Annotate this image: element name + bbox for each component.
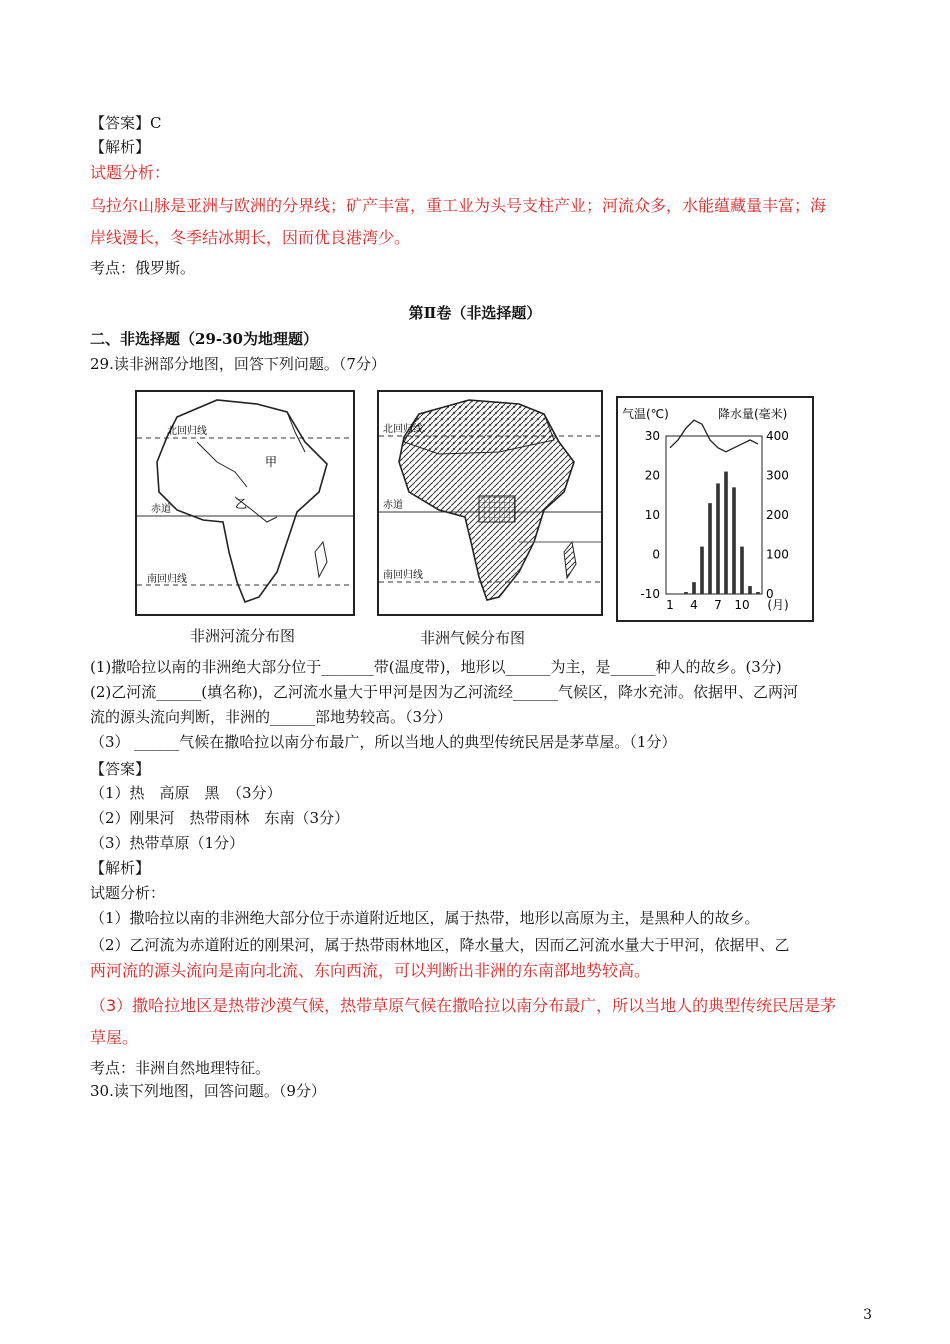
page-number: 3 [863,1307,872,1323]
precip-axis-label: 降水量(毫米) [718,407,788,421]
climate-chart-graphic [618,398,812,620]
q29-analysis-3-line-1: （3）撒哈拉地区是热带沙漠气候，热带草原气候在撒哈拉以南分布最广，所以当地人的典型传统民居是茅 [90,996,837,1015]
label-jia: 甲 [265,455,278,469]
q29-answer-heading: 【答案】 [90,760,151,778]
precip-bar [684,592,688,594]
rainforest-region [479,496,515,522]
analysis-text-line-1: 乌拉尔山脉是亚洲与欧洲的分界线；矿产丰富，重工业为头号支柱产业；河流众多，水能蕴藏量丰富；海 [90,196,827,215]
precip-tick-label: 300 [766,468,789,483]
label-tropic-south: 南回归线 [147,574,187,585]
month-tick-label: 4 [690,598,698,612]
q29-stem: 29.读非洲部分地图，回答下列问题。（7分） [90,355,386,373]
month-tick-label: (月) [767,598,789,612]
label-yi: 乙 [235,497,248,511]
month-tick-label: 10 [734,598,750,612]
q29-analysis-2-line-1: （2）乙河流为赤道附近的刚果河，属于热带雨林地区，降水量大，因而乙河流水量大于甲河，依据甲、乙 [90,936,790,954]
precip-tick-label: 400 [766,429,789,443]
temp-tick-label: -10 [640,587,660,601]
precip-bar [708,503,712,594]
q29-kaodian: 考点：非洲自然地理特征。 [90,1059,271,1077]
q29-sub2-line-1: (2)乙河流______(填名称)，乙河流水量大于甲河是因为乙河流经______气候区，降水充沛。依据甲、乙两河 [90,683,798,701]
section-subtitle: 二、非选择题（29-30为地理题） [90,330,318,348]
precip-tick-label: 200 [766,508,789,522]
river-map-graphic [137,392,353,614]
q30-stem: 30.读下列地图，回答问题。（9分） [90,1082,326,1100]
q29-analysis-2-line-2: 两河流的源头流向是南向北流、东向西流，可以判断出非洲的东南部地势较高。 [90,961,651,980]
analysis-text-line-2: 岸线漫长，冬季结冰期长，因而优良港湾少。 [90,228,411,247]
label-tropic-north: 北回归线 [167,426,207,437]
q29-answer-3: （3）热带草原（1分） [90,834,245,852]
plot-area [666,436,762,594]
precip-bar [716,483,720,594]
temp-tick-label: 30 [644,429,660,443]
analysis-label: 试题分析： [90,163,171,182]
q29-sub1: (1)撒哈拉以南的非洲绝大部分位于_______带(温度带)，地形以______为主，是______种人的故乡。(3分) [90,658,782,676]
q29-answer-2: （2）刚果河 热带雨林 东南（3分） [90,809,350,827]
month-tick-label: 7 [714,598,722,612]
precip-bar [756,592,760,594]
q29-analysis-heading: 【解析】 [90,859,151,877]
temp-tick-label: 0 [652,547,660,562]
q29-analysis-1: （1）撒哈拉以南的非洲绝大部分位于赤道附近地区，属于热带，地形以高原为主，是黑种人的故乡。 [90,909,760,927]
kaodian-line: 考点：俄罗斯。 [90,259,196,277]
climate-map-graphic [379,392,601,614]
precip-tick-label: 0 [766,587,774,601]
analysis-heading: 【解析】 [90,138,151,156]
label-tropic-north: 北回归线 [383,424,423,435]
precip-bar [700,547,704,594]
precip-bar [724,472,728,594]
nile-river [287,412,305,452]
river-map-caption: 非洲河流分布图 [190,627,296,645]
temp-tick-label: 10 [644,508,660,522]
madagascar [564,542,576,578]
section-title: 第Ⅱ卷（非选择题） [408,304,542,322]
q29-analysis-3-line-2: 草屋。 [90,1028,139,1047]
label-equator: 赤道 [151,504,171,515]
label-tropic-south: 南回归线 [383,570,423,581]
precip-bar [748,586,752,594]
madagascar [315,542,327,577]
climate-chart [616,396,814,622]
precip-tick-label: 100 [766,547,789,562]
precip-bar [732,487,736,594]
q29-answer-1: （1）热 高原 黑 （3分） [90,784,282,802]
climate-map-caption: 非洲气候分布图 [420,629,526,647]
river-jia [197,442,247,487]
temp-axis-label: 气温(℃) [622,407,669,421]
q29-sub3: （3） ______气候在撒哈拉以南分布最广，所以当地人的典型传统民居是茅草屋。（1分） [90,733,677,751]
q29-analysis-label: 试题分析： [90,884,166,902]
answer-line: 【答案】C [90,114,162,132]
precip-bar [692,582,696,594]
climate-map [377,390,603,616]
label-equator: 赤道 [383,500,403,511]
q29-sub2-line-2: 流的源头流向判断，非洲的______部地势较高。（3分） [90,708,453,726]
temp-tick-label: 20 [644,468,660,483]
river-map [135,390,355,616]
month-tick-label: 1 [666,598,674,612]
precip-bar [740,547,744,594]
